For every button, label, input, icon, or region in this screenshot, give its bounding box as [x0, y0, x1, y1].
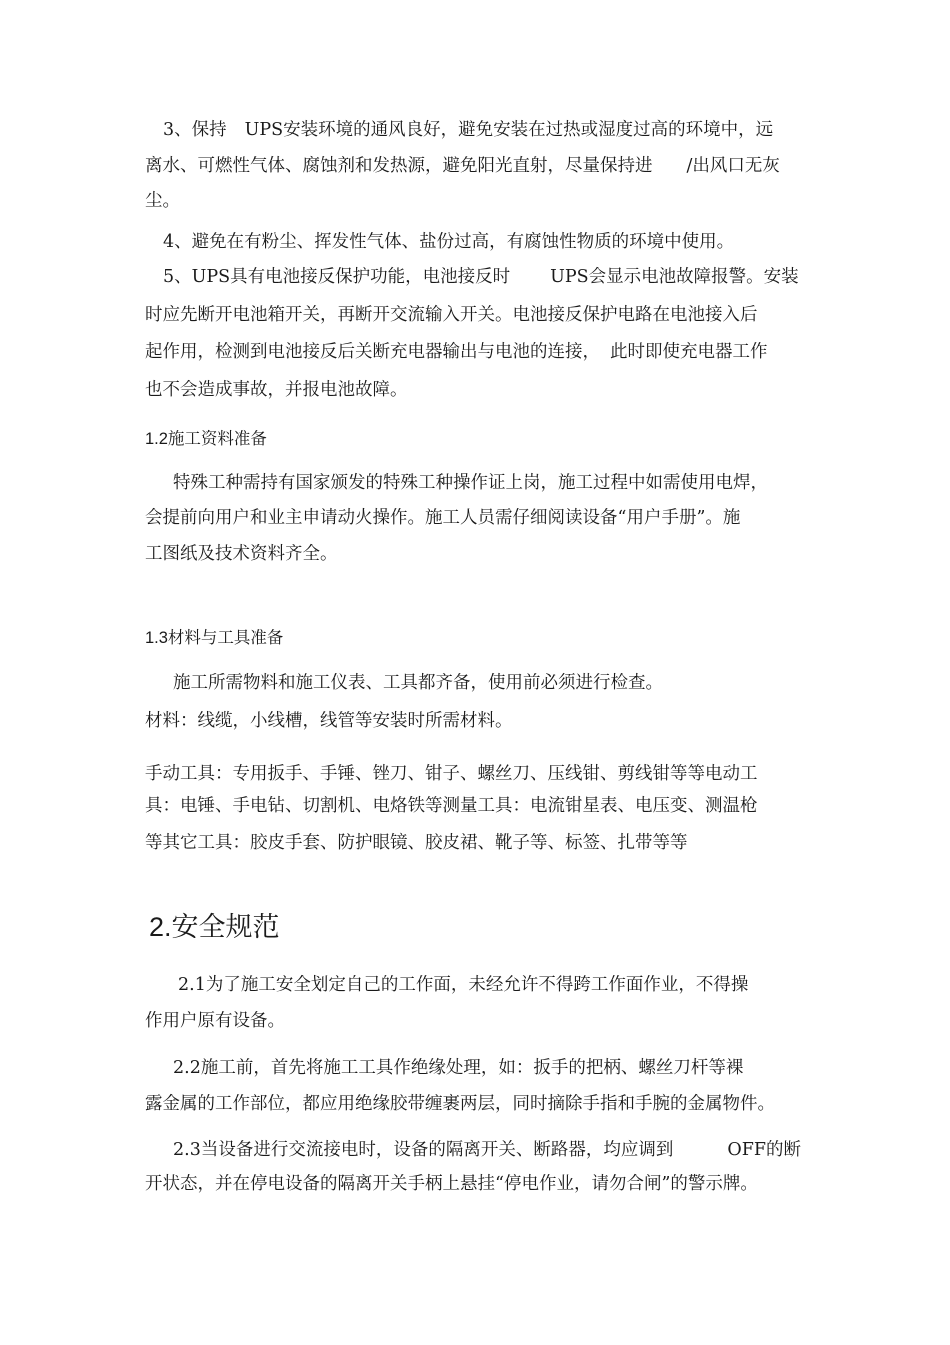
sec2-3-line1-start: 2.3当设备进行交流接电时，设备的隔离开关、断路器，均应调到 [173, 1140, 674, 1160]
sec13-line5: 等其它工具：胶皮手套、防护眼镜、胶皮裙、靴子等、标签、扎带等等 [145, 833, 688, 853]
item5-line1-start: 5、UPS具有电池接反保护功能，电池接反时 [163, 267, 511, 287]
item4-line1: 4、避免在有粉尘、挥发性气体、盐份过高，有腐蚀性物质的环境中使用。 [163, 232, 735, 252]
sec13-line4: 具：电锤、手电钻、切割机、电烙铁等测量工具：电流钳星表、电压变、测温枪 [145, 796, 758, 816]
item3-line2-start: 离水、可燃性气体、腐蚀剂和发热源，避免阳光直射，尽量保持进 [145, 156, 653, 176]
sec2-1-line2: 作用户原有设备。 [145, 1011, 285, 1031]
sec2-2-line1: 2.2施工前，首先将施工工具作绝缘处理，如：扳手的把柄、螺丝刀杆等裸 [173, 1058, 744, 1078]
item5-line1-end: UPS会显示电池故障报警。安装 [550, 267, 799, 287]
heading-1-2: 1.2施工资料准备 [145, 430, 267, 448]
item5-line3-end: 此时即使充电器工作 [610, 342, 768, 362]
sec2-3-line2: 开状态，并在停电设备的隔离开关手柄上悬挂“停电作业，请勿合闸”的警示牌。 [145, 1174, 758, 1194]
item3-line1-start: 3、保持 [163, 120, 227, 140]
item5-line3-start: 起作用，检测到电池接反后关断充电器输出与电池的连接， [145, 342, 600, 362]
heading-2: 2.安全规范 [149, 912, 280, 942]
heading-1-3: 1.3材料与工具准备 [145, 629, 284, 647]
sec2-1-line1: 2.1为了施工安全划定自己的工作面，未经允许不得跨工作面作业，不得操 [178, 975, 749, 995]
sec13-line3: 手动工具：专用扳手、手锤、锉刀、钳子、螺丝刀、压线钳、剪线钳等等电动工 [145, 764, 758, 784]
item5-line2: 时应先断开电池箱开关，再断开交流输入开关。电池接反保护电路在电池接入后 [145, 305, 758, 325]
item3-line1 [163, 119, 773, 141]
sec2-3-line1-end: OFF的断 [727, 1140, 801, 1160]
item3-line1-end: UPS安装环境的通风良好，避免安装在过热或湿度过高的环境中，远 [244, 120, 774, 140]
sec12-line2: 会提前向用户和业主申请动火操作。施工人员需仔细阅读设备“用户手册”。施 [145, 508, 741, 528]
item5-line3 [145, 341, 768, 363]
item3-line3: 尘。 [145, 191, 180, 211]
item5-line4: 也不会造成事故，并报电池故障。 [145, 380, 408, 400]
item5-line1 [163, 266, 799, 288]
item3-line2 [145, 155, 780, 177]
item3-line2-end: /出风口无灰 [686, 156, 780, 176]
sec13-line1: 施工所需物料和施工仪表、工具都齐备，使用前必须进行检查。 [173, 673, 663, 693]
sec12-line3: 工图纸及技术资料齐全。 [145, 544, 338, 564]
sec2-3-line1 [173, 1139, 801, 1161]
sec13-line2: 材料：线缆，小线槽，线管等安装时所需材料。 [145, 711, 513, 731]
sec2-2-line2: 露金属的工作部位，都应用绝缘胶带缠裹两层，同时摘除手指和手腕的金属物件。 [145, 1094, 775, 1114]
sec12-line1: 特殊工种需持有国家颁发的特殊工种操作证上岗，施工过程中如需使用电焊， [173, 473, 768, 493]
